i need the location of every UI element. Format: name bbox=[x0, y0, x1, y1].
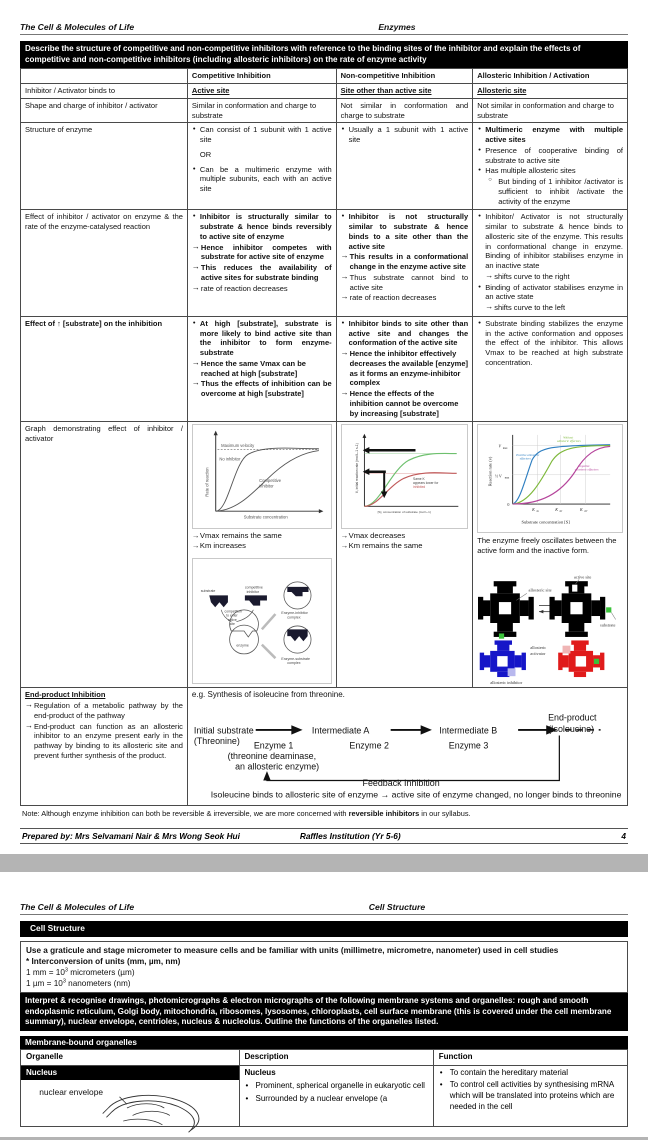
shape-charge-noncompetitive: Not similar in conformation and charge to substrate bbox=[336, 98, 473, 123]
competitive-graph-svg bbox=[194, 426, 330, 524]
shape-charge-allosteric: Not similar in conformation and charge to substrate bbox=[473, 98, 628, 123]
svg-text:0: 0 bbox=[507, 502, 510, 508]
allosteric-effectors-graph bbox=[477, 424, 623, 533]
nucleus-description-cell bbox=[239, 1065, 433, 1127]
organelle-nucleus-cell bbox=[21, 1065, 240, 1127]
footer-prepared-by: Prepared by: Mrs Selvamani Nair & Mrs Wong Seok Hui bbox=[22, 831, 240, 842]
svg-text:½ V: ½ V bbox=[495, 473, 502, 479]
function-point: To control cell activities by synthesising mRNA which will be translated into proteins which are needed in the cell bbox=[449, 1080, 615, 1112]
feedback-inhibition-pathway-svg bbox=[192, 701, 623, 801]
list-item: → rate of reaction decreases bbox=[192, 284, 332, 294]
table-row-binds-to bbox=[21, 84, 628, 99]
table-row-shape-charge bbox=[21, 98, 628, 123]
competitive-inhibitor-diagram bbox=[192, 558, 332, 685]
svg-text:(Threonine): (Threonine) bbox=[193, 735, 240, 746]
list-item: • Binding of activator stabilises enzyme in an active state bbox=[477, 283, 623, 303]
competitive-inhibition-graph bbox=[192, 424, 332, 529]
svg-text:m'': m'' bbox=[584, 510, 588, 514]
svg-text:Enzyme-inhibitor: Enzyme-inhibitor bbox=[281, 610, 308, 615]
row-label-effect-substrate bbox=[21, 316, 188, 422]
end-product-left-cell bbox=[21, 688, 188, 806]
svg-text:V: V bbox=[498, 443, 502, 449]
col-header-function: Function bbox=[433, 1049, 627, 1065]
svg-text:substrate: substrate bbox=[200, 588, 216, 593]
row-label-structure: Structure of enzyme bbox=[21, 123, 188, 210]
list-item: Inhibitor is not structurally similar to substrate & hence binds to a site other than the active site bbox=[348, 212, 469, 251]
section-title-bar: Cell Structure bbox=[20, 921, 628, 936]
col-header-blank bbox=[21, 69, 188, 84]
nucleus-function-cell bbox=[433, 1065, 627, 1127]
svg-text:site: site bbox=[229, 621, 235, 626]
structure-competitive bbox=[187, 123, 336, 210]
effect-rate-competitive bbox=[187, 210, 336, 317]
list-item: → Regulation of a metabolic pathway by the end-product of the pathway bbox=[25, 701, 183, 721]
svg-text:Intermediate A: Intermediate A bbox=[311, 725, 370, 736]
svg-text:allosteric: allosteric bbox=[530, 644, 547, 650]
description-point: Surrounded by a nuclear envelope (a bbox=[255, 1094, 388, 1104]
svg-text:Reaction rate (v): Reaction rate (v) bbox=[487, 456, 493, 487]
objective-bar-organelles: Interpret & recognise drawings, photomicrographs & electron micrographs of the following membrane systems and organelles: rough and smooth endoplasmic reticulum, Golgi body, mitochondria, ribosomes, lysosomes, chloroplasts, cell surface membrane (this is covered under the cell membrane summary), nuclear envelope, centrioles, nucleus & nucleolus. Outline the functions of the organelles listed. bbox=[20, 993, 628, 1031]
note-pre: Note: Although enzyme inhibition can both be reversible & irreversible, we are more concerned with bbox=[22, 809, 349, 819]
membrane-bound-organelles-label: Membrane-bound organelles bbox=[20, 1036, 628, 1049]
svg-text:K: K bbox=[555, 507, 559, 513]
list-item: → shifts curve to the left bbox=[485, 303, 623, 313]
nucleus-diagram bbox=[21, 1080, 239, 1126]
caption-line: → Vmax remains the same bbox=[192, 531, 332, 541]
running-header-left: The Cell & Molecules of Life bbox=[20, 22, 135, 32]
table-row-graphs bbox=[21, 422, 628, 688]
row-label-graphs: Graph demonstrating effect of inhibitor / activator bbox=[21, 422, 188, 688]
col-header-noncompetitive: Non-competitive Inhibition bbox=[336, 69, 473, 84]
table-header-row bbox=[21, 69, 628, 84]
list-item bbox=[245, 1094, 428, 1105]
svg-text:allosteric effectors: allosteric effectors bbox=[557, 439, 582, 444]
noncompetitive-graph-svg bbox=[343, 426, 467, 524]
running-header-center: Cell Structure bbox=[368, 902, 426, 913]
structure-noncompetitive bbox=[336, 123, 473, 210]
svg-text:[S], concentration of substrat: [S], concentration of substrate (mol L-1) bbox=[377, 510, 431, 515]
allosteric-graph-caption: The enzyme freely oscillates between the active form and the inactive form. bbox=[477, 536, 617, 556]
organelle-table bbox=[20, 1049, 628, 1128]
list-item: This results in a conformational change in the enzyme active site bbox=[349, 252, 469, 272]
col-header-competitive: Competitive Inhibition bbox=[187, 69, 336, 84]
caption-line: → Vmax decreases bbox=[341, 531, 469, 541]
noncompetitive-graph-caption bbox=[341, 531, 469, 552]
svg-text:allosteric effectors: allosteric effectors bbox=[574, 467, 599, 472]
nucleus-diagram-svg bbox=[21, 1080, 239, 1136]
svg-text:active: active bbox=[227, 617, 237, 622]
table-row-effect-on-rate bbox=[21, 210, 628, 317]
allosteric-graph-svg bbox=[479, 426, 621, 528]
row-label-text: Effect of ↑ [substrate] on the inhibition bbox=[25, 318, 163, 328]
svg-text:End-product: End-product bbox=[548, 712, 597, 723]
running-header-center: Enzymes bbox=[378, 22, 416, 32]
list-item: • Can consist of 1 subunit with 1 active site bbox=[192, 125, 332, 145]
svg-text:active site: active site bbox=[574, 574, 592, 580]
col-header-description: Description bbox=[239, 1049, 433, 1065]
svg-text:competitive: competitive bbox=[244, 585, 263, 590]
list-item bbox=[439, 1080, 622, 1112]
list-item: → rate of reaction decreases bbox=[341, 293, 469, 303]
binds-to-noncompetitive: Site other than active site bbox=[340, 86, 432, 96]
objective-line-1: Use a graticule and stage micrometer to measure cells and be familiar with units (millimetre, micrometre, nanometer) used in cell studies bbox=[26, 945, 559, 955]
svg-text:Enzyme 3: Enzyme 3 bbox=[448, 740, 489, 751]
svg-text:Without: Without bbox=[563, 435, 574, 440]
caption-line: → Km increases bbox=[192, 541, 332, 551]
svg-text:Substrate concentration: Substrate concentration bbox=[243, 514, 288, 520]
cell-competitive-graph bbox=[187, 422, 336, 688]
list-item: • Has multiple allosteric sites bbox=[477, 166, 623, 176]
svg-text:Maximum velocity: Maximum velocity bbox=[221, 443, 255, 449]
binds-to-competitive: Active site bbox=[191, 86, 230, 96]
page1-footer bbox=[20, 828, 628, 844]
svg-text:K: K bbox=[580, 507, 583, 513]
footer-institution: Raffles Institution (Yr 5-6) bbox=[299, 831, 401, 842]
svg-text:Initial substrate: Initial substrate bbox=[193, 725, 254, 736]
list-item: → Thus substrate cannot bind to active site bbox=[341, 273, 469, 293]
table-row-effect-substrate bbox=[21, 316, 628, 422]
effect-substrate-allosteric bbox=[473, 316, 628, 422]
list-item bbox=[245, 1081, 428, 1092]
inhibition-comparison-table bbox=[20, 68, 628, 806]
svg-text:K: K bbox=[532, 507, 536, 513]
end-product-text bbox=[25, 690, 183, 760]
page2-running-header bbox=[20, 902, 628, 915]
svg-text:Positive allosteric: Positive allosteric bbox=[516, 453, 540, 458]
table-row-structure bbox=[21, 123, 628, 210]
note-post: in our syllabus. bbox=[419, 809, 471, 819]
svg-text:substrate: substrate bbox=[600, 622, 616, 628]
svg-text:Isoleucine binds to allosteric: Isoleucine binds to allosteric site of enzyme → active site of enzyme changed, no longer binds to threonine bbox=[210, 789, 622, 800]
svg-text:complex: complex bbox=[287, 614, 301, 619]
list-item: Thus the effects of inhibition can be overcome at high [substrate] bbox=[200, 379, 332, 399]
list-item: → End-product can function as an allosteric inhibitor to an enzyme present early in the pathway by binding to its allosteric site and prevent further synthesis of the product. bbox=[25, 722, 183, 761]
svg-text:appears lower for: appears lower for bbox=[412, 481, 439, 486]
svg-text:(Isoleucine): (Isoleucine) bbox=[548, 723, 594, 734]
svg-text:effectors: effectors bbox=[519, 457, 531, 462]
svg-text:an allosteric enzyme): an allosteric enzyme) bbox=[235, 761, 320, 772]
svg-text:activator: activator bbox=[530, 650, 546, 656]
cell-noncompetitive-graph bbox=[336, 422, 473, 688]
description-title: Nucleus bbox=[244, 1067, 276, 1077]
svg-text:Same K: Same K bbox=[412, 477, 425, 482]
conv-a: 1 µm = 10 bbox=[26, 978, 63, 988]
svg-text:Substrate concentration [S]: Substrate concentration [S] bbox=[521, 519, 570, 525]
list-item: Hence inhibitor competes with substrate for active site of enzyme bbox=[200, 242, 332, 262]
svg-text:Intermediate B: Intermediate B bbox=[439, 725, 498, 736]
noncompetitive-inhibition-graph bbox=[341, 424, 469, 529]
effect-substrate-competitive bbox=[187, 316, 336, 422]
cell-allosteric-graph bbox=[473, 422, 628, 688]
learning-objective-bar: Describe the structure of competitive and non-competitive inhibitors with reference to the binding sites of the inhibitor and explain the effects of competitive and non-competitive inhibitors (including allosteric inhibitors) on the rate of enzyme activity bbox=[20, 41, 628, 68]
svg-text:inhibitor: inhibitor bbox=[259, 484, 274, 490]
list-item: Multimeric enzyme with multiple active sites bbox=[485, 125, 623, 145]
unit-conversion-mm bbox=[26, 967, 622, 978]
allosteric-diagram-svg bbox=[478, 564, 622, 685]
svg-text:m': m' bbox=[559, 510, 563, 514]
list-item: → shifts curve to the right bbox=[485, 272, 623, 282]
organelle-row-nucleus bbox=[21, 1065, 628, 1127]
end-product-diagram-cell bbox=[187, 688, 627, 806]
syllabus-note bbox=[22, 809, 626, 818]
svg-text:nuclear envelope: nuclear envelope bbox=[39, 1087, 104, 1098]
list-item: • Inhibitor/ Activator is not structurally similar to substrate & hence binds to allosteric site of the enzyme. This results in conformational change in enzyme. Binding of inhibitor stabilises enzyme in an inactive state bbox=[477, 212, 623, 271]
list-item: Hence the effects of the inhibition cannot be overcome by increasing [substrate] bbox=[349, 389, 459, 418]
svg-text:Negative: Negative bbox=[578, 464, 590, 469]
row-label-effect-on-rate: Effect of inhibitor / activator on enzyme & the rate of the enzyme-catalysed reaction bbox=[21, 210, 188, 317]
list-item: • Can be a multimeric enzyme with multiple subunits, each with an active site bbox=[192, 165, 332, 194]
list-item: OR bbox=[199, 149, 212, 159]
svg-text:allosteric site: allosteric site bbox=[528, 587, 552, 593]
svg-text:max: max bbox=[504, 476, 510, 480]
svg-text:Rate of reaction: Rate of reaction bbox=[204, 467, 210, 498]
svg-text:Enzyme 1: Enzyme 1 bbox=[253, 740, 294, 751]
document-page-2 bbox=[0, 872, 648, 1137]
objective-box-units bbox=[20, 941, 628, 993]
structure-allosteric bbox=[473, 123, 628, 210]
competitive-graph-caption bbox=[192, 531, 332, 552]
list-item: Inhibitor binds to site other than active site and changes the conformation of the active site bbox=[348, 318, 469, 348]
svg-text:competition: competition bbox=[224, 608, 242, 613]
effect-rate-noncompetitive bbox=[336, 210, 473, 317]
list-item: At high [substrate], substrate is more likely to bind active site than the inhibitor to form enzyme-substrate bbox=[199, 318, 332, 358]
svg-text:(threonine deaminase,: (threonine deaminase, bbox=[227, 750, 317, 761]
list-item: Inhibitor is structurally similar to substrate & hence binds reversibly to active site of enzyme bbox=[199, 212, 332, 241]
conv-sup: 3 bbox=[62, 978, 66, 985]
svg-text:No inhibitor: No inhibitor bbox=[219, 456, 241, 462]
caption-line: → Km remains the same bbox=[341, 541, 469, 551]
function-point: To contain the hereditary material bbox=[449, 1067, 569, 1077]
conv-b: micrometers (µm) bbox=[67, 967, 135, 977]
svg-text:Feedback Inhibition: Feedback Inhibition bbox=[362, 777, 440, 788]
svg-text:inhibited: inhibited bbox=[412, 485, 425, 490]
svg-text:complex: complex bbox=[287, 660, 301, 665]
organelle-table-header-row bbox=[21, 1049, 628, 1065]
unit-conversion-um bbox=[26, 978, 622, 989]
note-bold: reversible inhibitors bbox=[348, 809, 420, 819]
page1-running-header bbox=[20, 22, 628, 35]
conv-a: 1 mm = 10 bbox=[26, 967, 65, 977]
svg-text:to enter: to enter bbox=[226, 613, 238, 618]
competitive-diagram-svg bbox=[194, 560, 330, 680]
running-header-left: The Cell & Molecules of Life bbox=[20, 902, 135, 913]
list-item bbox=[439, 1068, 622, 1079]
shape-charge-competitive: Similar in conformation and charge to substrate bbox=[187, 98, 336, 123]
table-row-end-product bbox=[21, 688, 628, 806]
effect-substrate-noncompetitive bbox=[336, 316, 473, 422]
svg-text:allosteric inhibitor: allosteric inhibitor bbox=[490, 679, 523, 685]
row-label-binds-to: Inhibitor / Activator binds to bbox=[21, 84, 188, 99]
list-item: Hence the same Vmax can be reached at high [substrate] bbox=[200, 358, 306, 378]
list-item: Hence the inhibitor effectively decreases the available [enzyme] as it forms an enzyme-inhibitor complex bbox=[349, 349, 469, 388]
allosteric-enzyme-diagram bbox=[477, 563, 623, 686]
conv-b: nanometers (nm) bbox=[65, 978, 131, 988]
organelle-name-nucleus: Nucleus bbox=[21, 1066, 239, 1081]
col-header-allosteric: Allosteric Inhibition / Activation bbox=[473, 69, 628, 84]
list-item: • Substrate binding stabilizes the enzyme in the active conformation and opposes the effect of the inhibitor. This allows Vmax to be reached at high substrate concentration. bbox=[477, 319, 623, 368]
svg-text:max: max bbox=[503, 447, 508, 451]
description-point: Prominent, spherical organelle in eukaryotic cell bbox=[255, 1081, 425, 1091]
objective-line-2: * Interconversion of units (mm, µm, nm) bbox=[26, 956, 181, 966]
row-label-shape-charge: Shape and charge of inhibitor / activator bbox=[21, 98, 188, 123]
footer-page-number: 4 bbox=[621, 831, 626, 842]
svg-text:Enzyme 2: Enzyme 2 bbox=[349, 740, 389, 751]
svg-text:Competitive: Competitive bbox=[259, 478, 282, 484]
svg-text:enzyme: enzyme bbox=[236, 642, 249, 647]
binds-to-allosteric: Allosteric site bbox=[477, 86, 527, 96]
svg-text:inhibitor: inhibitor bbox=[246, 589, 259, 594]
svg-text:V, initial reaction rate (mol: V, initial reaction rate (mol L-1 s-1) bbox=[354, 443, 359, 494]
svg-text:Enzyme-substrate: Enzyme-substrate bbox=[281, 656, 310, 661]
list-item: This reduces the availability of active sites for substrate binding bbox=[200, 263, 332, 282]
conv-sup: 3 bbox=[64, 966, 68, 973]
list-item: • Presence of cooperative binding of substrate to active site bbox=[477, 146, 623, 166]
col-header-organelle: Organelle bbox=[21, 1049, 240, 1065]
list-item: • Usually a 1 subunit with 1 active site bbox=[341, 125, 469, 145]
svg-text:m: m bbox=[536, 510, 539, 514]
end-product-title: End-product Inhibition bbox=[25, 690, 106, 700]
end-product-example-title: e.g. Synthesis of isoleucine from threonine. bbox=[191, 690, 345, 700]
list-item: ○ But binding of 1 inhibitor /activator is sufficient to inhibit /activate the activity of the enzyme bbox=[485, 177, 623, 206]
effect-rate-allosteric bbox=[473, 210, 628, 317]
